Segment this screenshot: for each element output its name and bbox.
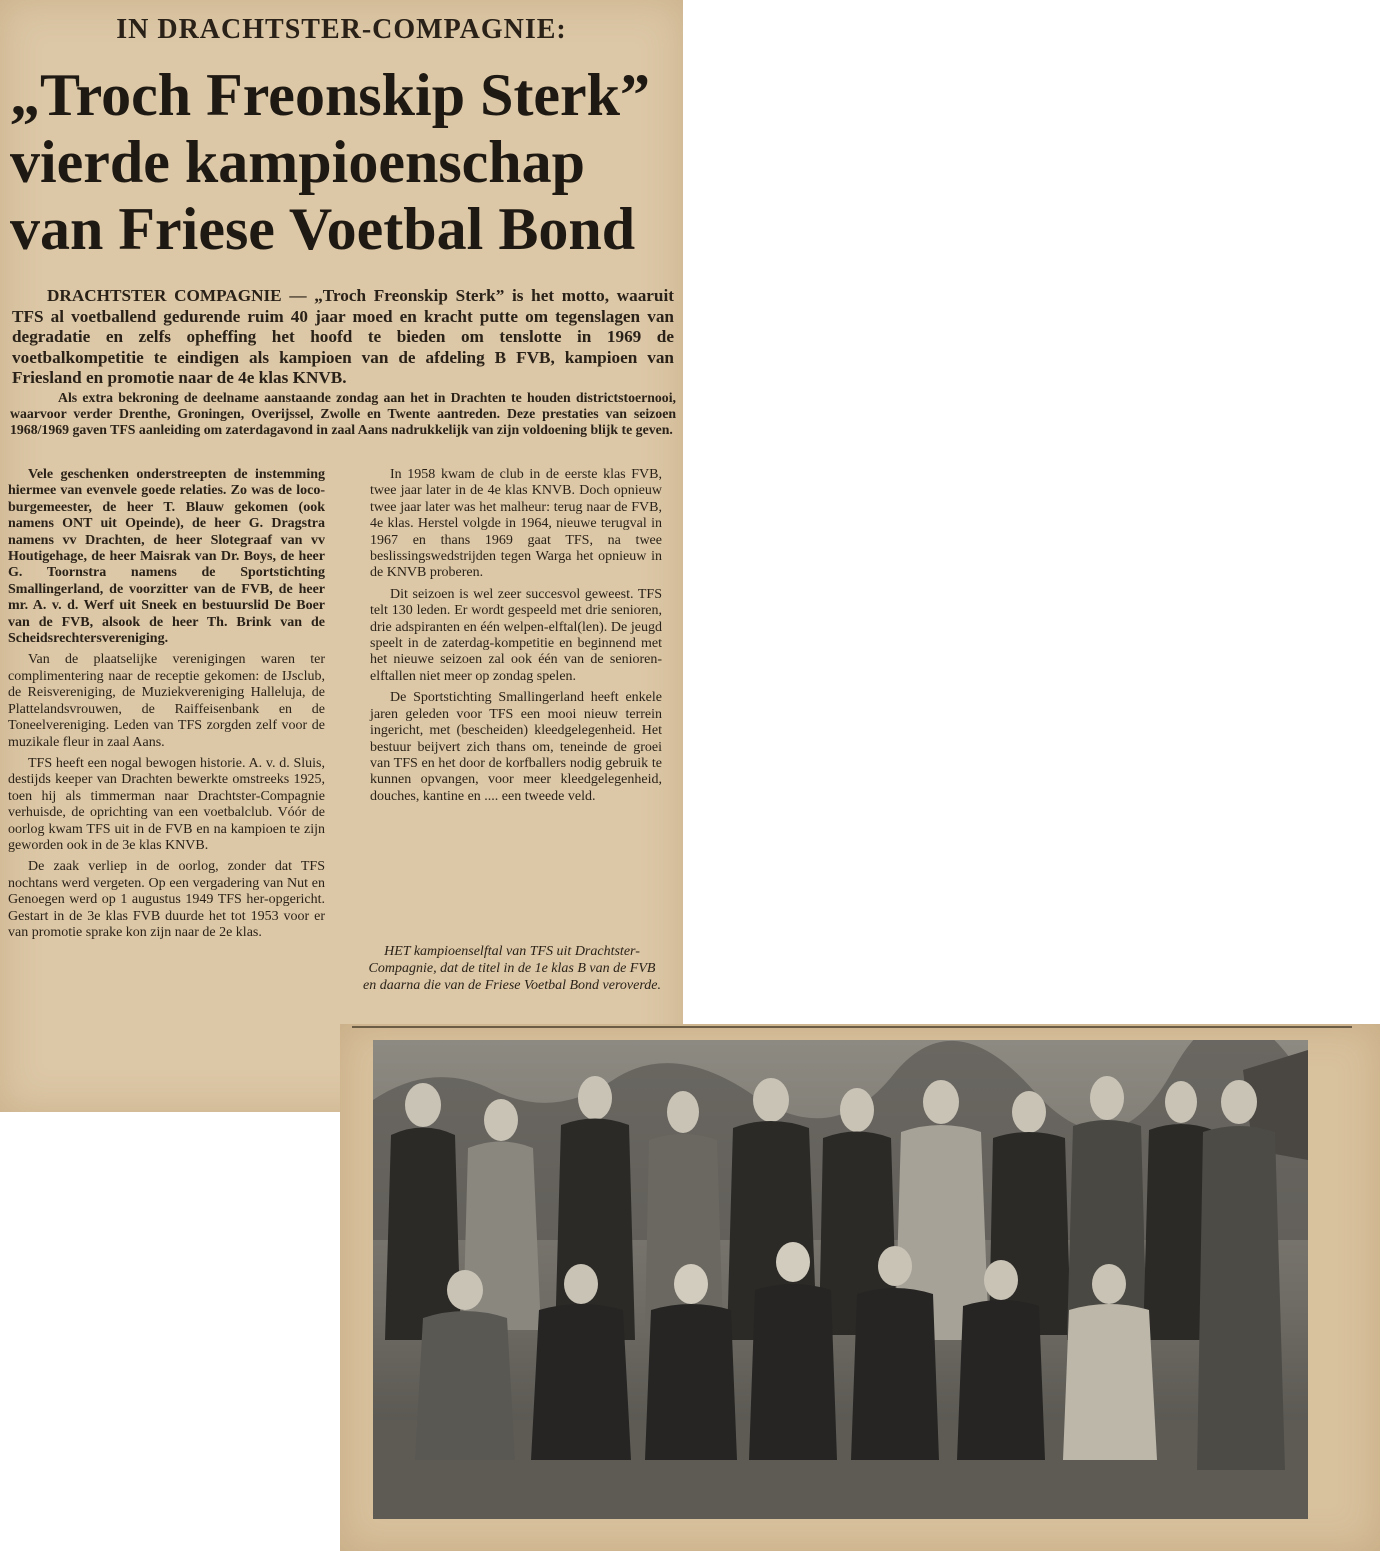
paragraph: TFS heeft een nogal bewogen historie. A. v. d. Sluis, destijds keeper van Drachten bewerkte omstreeks 1925, toen hij als timmerman naar Drachtster-Compagnie verhuisde, de oprichting van een voetbalclub. Vóór de oorlog kwam TFS uit in de FVB en na kampioen te zijn geworden ook in de 3e klas KNVB. bbox=[8, 755, 325, 853]
photo-caption: HET kampioenselftal van TFS uit Drachtster-Compagnie, dat de titel in de 1e klas B van de FVB en daarna die van de Friese Voetbal Bond veroverde. bbox=[363, 944, 661, 993]
right-column bbox=[370, 467, 662, 810]
paragraph: Dit seizoen is wel zeer succesvol geweest. TFS telt 130 leden. Er wordt gespeeld met drie senioren, drie adspiranten en één welpen-elftal(len). De jeugd speelt in de zaterdag-kompetitie en beginnend met het nieuwe seizoen zal ook één van de senioren-elftallen niet meer op zondag spelen. bbox=[370, 586, 662, 684]
paragraph: Van de plaatselijke verenigingen waren ter complimentering naar de receptie gekomen: de IJsclub, de Reisvereniging, de Muziekvereniging Halleluja, de Plattelandsvrouwen, de Raiffeisenbank en de Toneelvereniging. Leden van TFS zorgden zelf voor de muzikale fleur in zaal Aans. bbox=[8, 652, 325, 750]
team-photo bbox=[373, 1040, 1308, 1519]
divider bbox=[352, 1026, 1352, 1028]
article-kicker: IN DRACHTSTER-COMPAGNIE: bbox=[116, 14, 567, 45]
lead-text-2: Als extra bekroning de deelname aanstaande zondag aan het in Drachten te houden districtstoernooi, waarvoor verder Drenthe, Groningen, Overijssel, Zwolle en Twente aantreden. Deze prestaties van seizoen 1968/1969 gaven TFS aanleiding om zaterdagavond in zaal Aans nadrukkelijk van zijn voldoening blijk te geven. bbox=[10, 390, 676, 437]
lead-text: DRACHTSTER COMPAGNIE — „Troch Freonskip Sterk” is het motto, waaruit TFS al voetballend gedurende ruim 40 jaar moed en kracht putte om tegenslagen van degradatie en zelfs opheffing het hoofd te bieden om tenslotte in 1969 de voetbalkompetitie te eindigen als kampioen van de afdeling B FVB, kampioen van Friesland en promotie naar de 4e klas KNVB. bbox=[12, 286, 674, 387]
headline-line: „Troch Freonskip Sterk” bbox=[10, 62, 651, 128]
paragraph: De zaak verliep in de oorlog, zonder dat TFS nochtans werd vergeten. Op een vergadering van Nut en Genoegen werd op 1 augustus 1949 TFS her-opgericht. Gestart in de 3e klas FVB duurde het tot 1953 voor er van promotie sprake kon zijn naar de 2e klas. bbox=[8, 859, 325, 940]
headline-line: van Friese Voetbal Bond bbox=[10, 196, 636, 262]
paragraph: De Sportstichting Smallingerland heeft enkele jaren geleden voor TFS een mooi nieuw terrein ingericht, met (bescheiden) kleedgelegenheid. Het bestuur beijvert zich thans om, teneinde de groei van TFS en het door de korfballers nodig gebruik te kunnen opvangen, voor meer kleedgelegenheid, douches, kantine en .... een tweede veld. bbox=[370, 690, 662, 804]
left-column bbox=[8, 467, 325, 946]
paragraph: In 1958 kwam de club in de eerste klas FVB, twee jaar later in de 4e klas KNVB. Doch opnieuw twee jaar later was het malheur: terug naar de FVB, 4e klas. Herstel volgde in 1964, nieuwe terugval in 1967 en thans 1969 gaat TFS, na twee beslissingswedstrijden tegen Warga het opnieuw in de KNVB proberen. bbox=[370, 467, 662, 581]
team-photo-image bbox=[373, 1040, 1308, 1519]
lead-paragraph-2 bbox=[10, 390, 676, 438]
paragraph: Vele geschenken onderstreepten de instemming hiermee van evenvele goede relaties. Zo was de loco-burgemeester, de heer T. Blauw gekomen (ook namens ONT uit Opeinde), de heer G. Dragstra namens vv Drachten, de heer Slotegraaf van vv Houtigehage, de heer Maisrak van Dr. Boys, de heer G. Toornstra namens de Sportstichting Smallingerland, de voorzitter van de FVB, de heer mr. A. v. d. Werf uit Sneek en bestuurslid De Boer van de FVB, alsook de heer Th. Brink van de Scheidsrechtersvereniging. bbox=[8, 467, 325, 647]
article-headline bbox=[10, 62, 680, 263]
lead-paragraph bbox=[12, 286, 674, 389]
headline-line: vierde kampioenschap bbox=[10, 129, 586, 195]
